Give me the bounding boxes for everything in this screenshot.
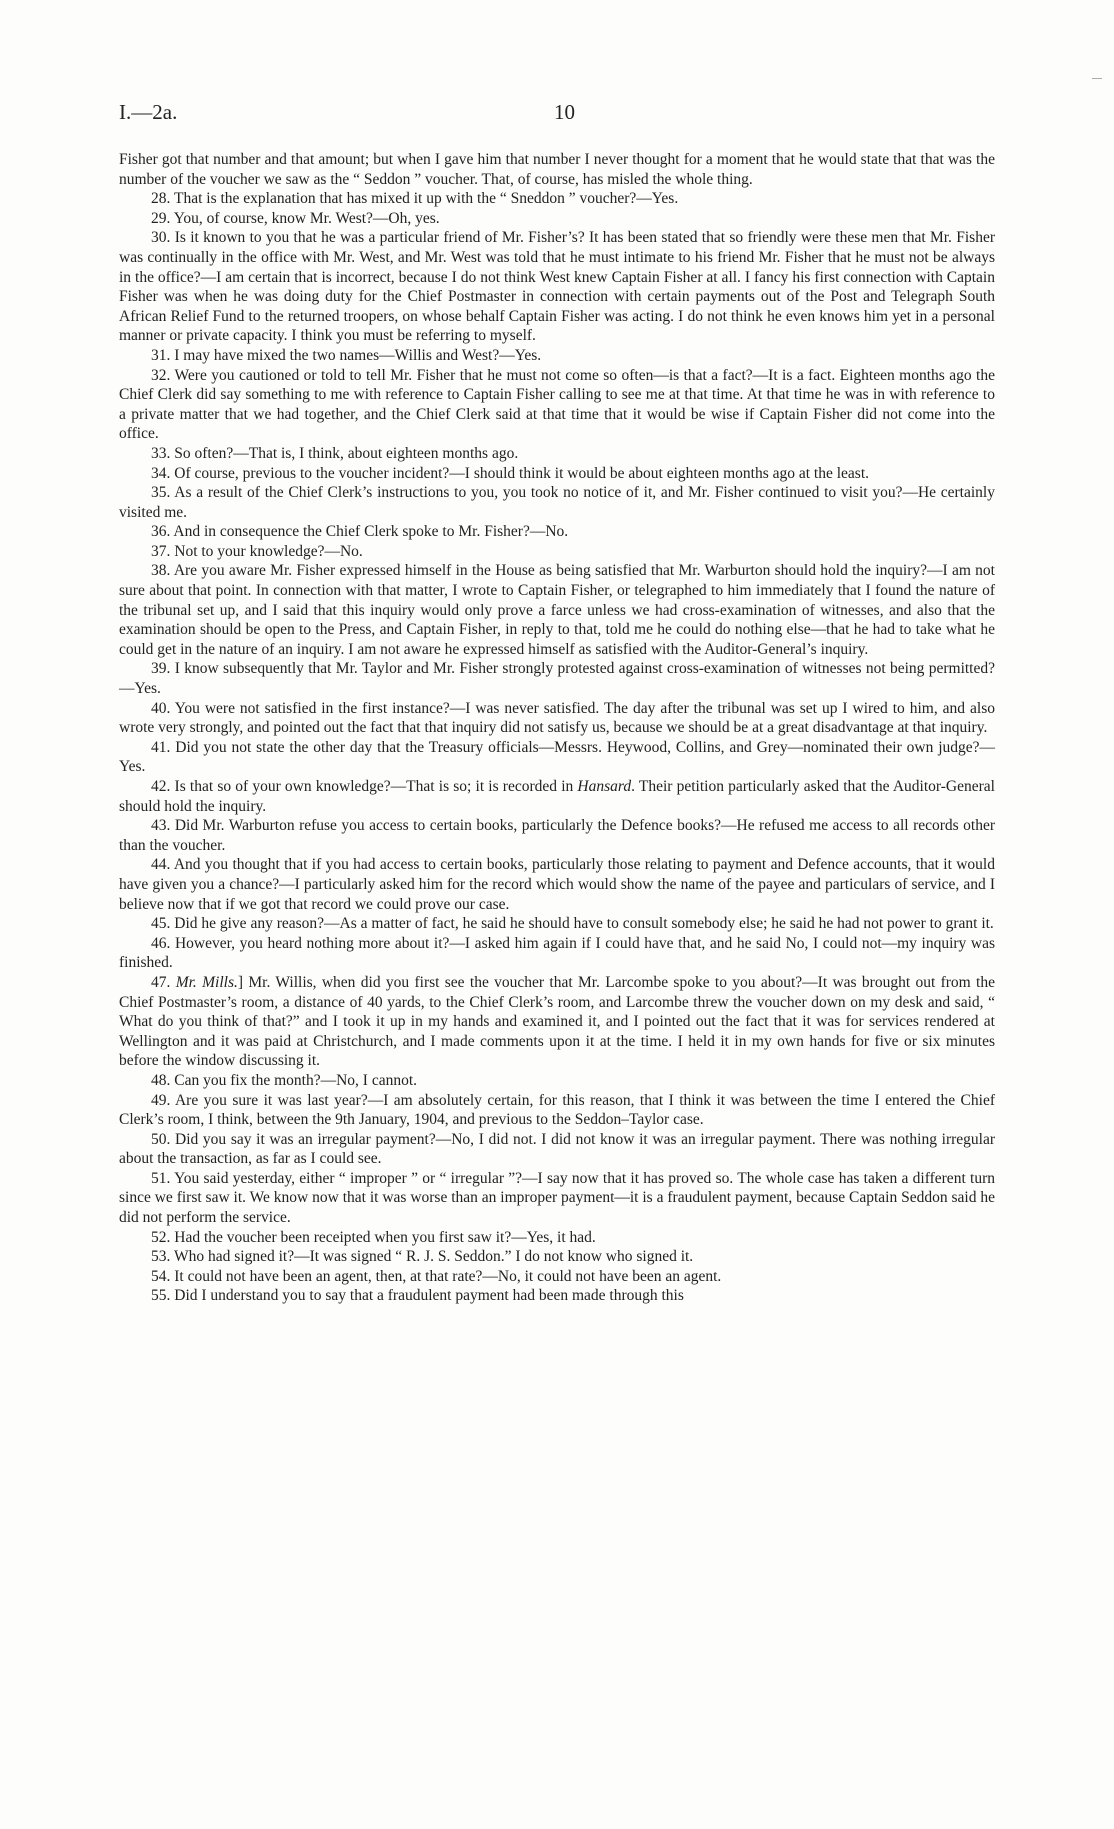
italic-hansard: Hansard bbox=[577, 778, 632, 795]
scan-edge-mark bbox=[1092, 78, 1102, 79]
question-28: 28. That is the explanation that has mixed it up with the “ Sneddon ” voucher?—Yes. bbox=[151, 190, 679, 208]
question-31: 31. I may have mixed the two names—Willis and West?—Yes. bbox=[151, 346, 542, 364]
evidence-transcript bbox=[119, 150, 995, 1306]
question-43: 43. Did Mr. Warburton refuse you access to certain books, particularly the Defence books?—He refused me access to all records other than the voucher. bbox=[119, 817, 996, 854]
speaker-label: Mr. Mills. bbox=[175, 973, 238, 991]
question-47: 47. Mr. Mills.] Mr. Willis, when did you first see the voucher that Mr. Larcombe spoke to you about?—It was brought out from the Chief Postmaster’s room, a distance of 40 yards, to the Chief Clerk’s room, and Larcombe threw the voucher down on my desk and said, “ What do you think of that?” and I took it up in my hands and examined it, and I pointed out the fact that it was for services rendered at Wellington and it was paid at Christchurch, and I made comments upon it at the time. I held it in my own hands for five or six minutes before the window discussing it. bbox=[119, 973, 995, 1070]
question-42: 42. Is that so of your own knowledge?—That is so; it is recorded in Hansard. Their petition particularly asked that the Auditor-General should hold the inquiry. bbox=[119, 778, 995, 815]
question-45: 45. Did he give any reason?—As a matter of fact, he said he should have to consult somebody else; he said he had not power to grant it. bbox=[151, 915, 994, 933]
question-40: 40. You were not satisfied in the first instance?—I was never satisfied. The day after the tribunal was set up I wired to him, and also wrote very strongly, and pointed out the fact that that inquiry did not satisfy us, because we should be at a great disadvantage at that inquiry. bbox=[119, 699, 995, 737]
question-29: 29. You, of course, know Mr. West?—Oh, yes. bbox=[151, 209, 440, 227]
page-header bbox=[119, 100, 999, 128]
question-33: 33. So often?—That is, I think, about eighteen months ago. bbox=[151, 444, 519, 462]
document-reference: I.—2a. bbox=[119, 100, 178, 124]
question-41: 41. Did you not state the other day that the Treasury officials—Messrs. Heywood, Collins, and Grey—nominated their own judge?—Yes. bbox=[119, 738, 996, 776]
question-52: 52. Had the voucher been receipted when you first saw it?—Yes, it had. bbox=[151, 1228, 596, 1246]
question-55: 55. Did I understand you to say that a fraudulent payment had been made through this bbox=[151, 1287, 684, 1305]
question-30: 30. Is it known to you that he was a particular friend of Mr. Fisher’s? It has been stated that so friendly were these men that Mr. Fisher was continually in the office with Mr. West, and Mr. West was told that he must intimate to his friend Mr. Fisher that he must not be always in the office?—I am certain that is incorrect, because I do not think West knew Captain Fisher at all. I fancy his first connection with Captain Fisher was when he was doing duty for the Chief Postmaster in connection with certain payments out of the Post and Telegraph South African Relief Fund to the returned troopers, on whose behalf Captain Fisher was acting. I do not think he even knows him yet in a personal manner or private capacity. I think you must be referring to myself. bbox=[119, 229, 995, 345]
question-51: 51. You said yesterday, either “ improper ” or “ irregular ”?—I say now that it has proved so. The whole case has taken a different turn since we first saw it. We know now that it was worse than an improper payment—it is a fraudulent payment, because Captain Seddon said he did not perform the service. bbox=[119, 1169, 995, 1227]
question-50: 50. Did you say it was an irregular payment?—No, I did not. I did not know it was an irregular payment. There was nothing irregular about the transaction, as far as I could see. bbox=[119, 1130, 995, 1168]
question-38: 38. Are you aware Mr. Fisher expressed himself in the House as being satisfied that Mr. Warburton should hold the inquiry?—I am not sure about that point. In connection with that matter, I wrote to Captain Fisher, or telegraphed to him immediately that I found the nature of the tribunal set up, and I said that this inquiry would only prove a farce unless we had cross-examination of witnesses, and also that the examination should be open to the Press, and Captain Fisher, in reply to that, told me he could do nothing else—that he had to take what he could get in the nature of an inquiry. I am not aware he expressed himself as satisfied with the Auditor-General’s inquiry. bbox=[119, 562, 995, 658]
page-number: 10 bbox=[554, 100, 575, 124]
question-32: 32. Were you cautioned or told to tell Mr. Fisher that he must not come so often—is that a fact?—It is a fact. Eighteen months ago the Chief Clerk did say something to me with reference to Captain Fisher calling to see me at that time. At that time he was in with reference to a private matter that we had together, and the Chief Clerk said at that time that it would be wise if Captain Fisher did not come into the office. bbox=[119, 366, 995, 443]
question-37: 37. Not to your knowledge?—No. bbox=[151, 542, 363, 560]
paragraph-continuation: Fisher got that number and that amount; but when I gave him that number I never thought for a moment that he would state that that was the number of the voucher we saw as the “ Seddon ” voucher. That, of course, has misled the whole thing. bbox=[119, 151, 995, 188]
question-39: 39. I know subsequently that Mr. Taylor and Mr. Fisher strongly protested against cross-examination of witnesses not being permitted?—Yes. bbox=[119, 660, 996, 698]
question-54: 54. It could not have been an agent, then, at that rate?—No, it could not have been an agent. bbox=[151, 1267, 722, 1285]
question-48: 48. Can you fix the month?—No, I cannot. bbox=[151, 1071, 418, 1089]
question-49: 49. Are you sure it was last year?—I am absolutely certain, for this reason, that I think it was between the time I entered the Chief Clerk’s room, I think, between the 9th January, 1904, and previous to the Seddon–Taylor case. bbox=[119, 1091, 995, 1129]
question-36: 36. And in consequence the Chief Clerk spoke to Mr. Fisher?—No. bbox=[151, 523, 569, 541]
question-46: 46. However, you heard nothing more about it?—I asked him again if I could have that, and he said No, I could not—my inquiry was finished. bbox=[119, 934, 996, 972]
question-35: 35. As a result of the Chief Clerk’s instructions to you, you took no notice of it, and Mr. Fisher continued to visit you?—He certainly visited me. bbox=[119, 484, 995, 521]
question-53: 53. Who had signed it?—It was signed “ R. J. S. Seddon.” I do not know who signed it. bbox=[151, 1248, 694, 1266]
question-34: 34. Of course, previous to the voucher incident?—I should think it would be about eighteen months ago at the least. bbox=[151, 464, 870, 482]
question-44: 44. And you thought that if you had access to certain books, particularly those relating to payment and Defence accounts, that it would have given you a chance?—I particularly asked him for the record which would show the name of the payee and particulars of service, and I believe now that if we got that record we could prove our case. bbox=[119, 856, 995, 913]
